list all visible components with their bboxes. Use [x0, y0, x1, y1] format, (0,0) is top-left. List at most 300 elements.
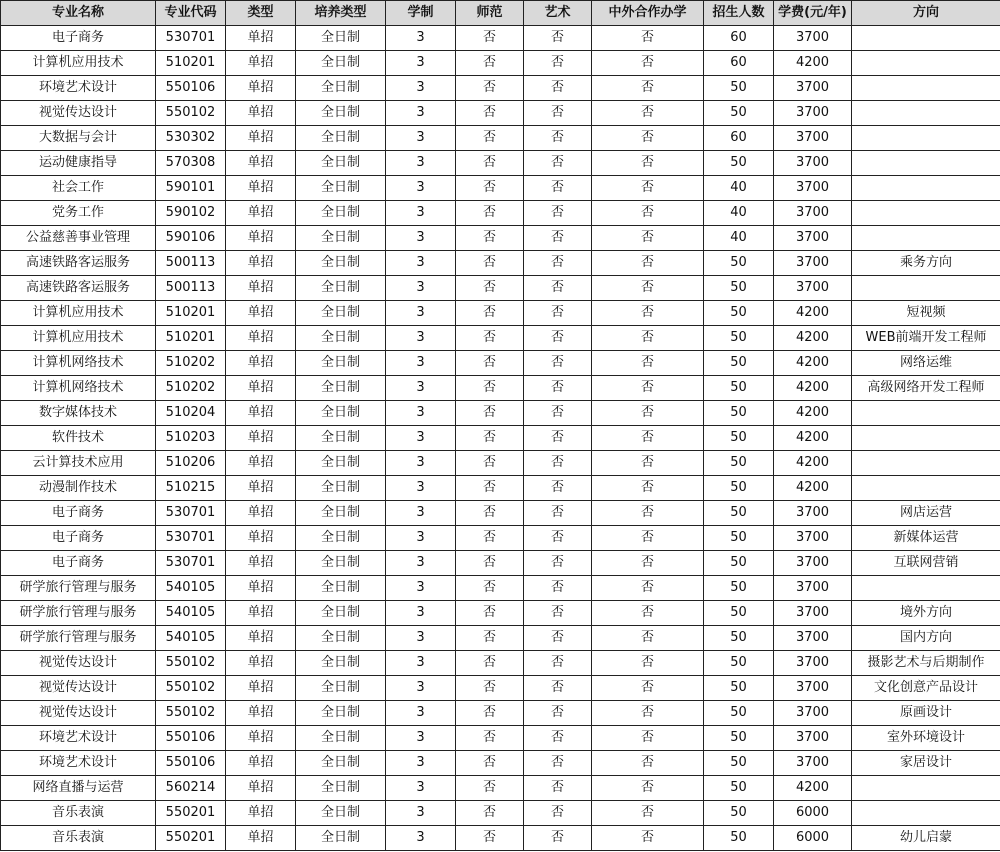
cell-major-code: 510201: [156, 301, 226, 326]
cell-art: 否: [524, 751, 592, 776]
cell-duration: 3: [386, 776, 456, 801]
cell-art: 否: [524, 251, 592, 276]
cell-normal-school: 否: [456, 251, 524, 276]
cell-duration: 3: [386, 626, 456, 651]
cell-major-code: 530701: [156, 26, 226, 51]
cell-major-code: 540105: [156, 626, 226, 651]
cell-type: 单招: [226, 551, 296, 576]
cell-training-type: 全日制: [296, 726, 386, 751]
cell-major-name: 音乐表演: [1, 826, 156, 851]
cell-joint-program: 否: [592, 551, 704, 576]
cell-type: 单招: [226, 826, 296, 851]
cell-joint-program: 否: [592, 51, 704, 76]
cell-enrollment: 50: [704, 801, 774, 826]
cell-normal-school: 否: [456, 326, 524, 351]
cell-major-name: 计算机应用技术: [1, 301, 156, 326]
cell-tuition: 3700: [774, 201, 852, 226]
cell-art: 否: [524, 676, 592, 701]
cell-training-type: 全日制: [296, 101, 386, 126]
cell-joint-program: 否: [592, 351, 704, 376]
table-row: [1, 251, 1000, 276]
cell-art: 否: [524, 426, 592, 451]
cell-duration: 3: [386, 201, 456, 226]
cell-tuition: 3700: [774, 176, 852, 201]
cell-direction: 家居设计: [852, 751, 1000, 776]
cell-type: 单招: [226, 651, 296, 676]
cell-direction: 境外方向: [852, 601, 1000, 626]
cell-tuition: 3700: [774, 676, 852, 701]
table-row: [1, 651, 1000, 676]
cell-major-name: 高速铁路客运服务: [1, 276, 156, 301]
cell-joint-program: 否: [592, 726, 704, 751]
cell-joint-program: 否: [592, 626, 704, 651]
cell-joint-program: 否: [592, 701, 704, 726]
cell-training-type: 全日制: [296, 226, 386, 251]
cell-major-name: 大数据与会计: [1, 126, 156, 151]
cell-duration: 3: [386, 176, 456, 201]
table-row: [1, 201, 1000, 226]
cell-direction: 国内方向: [852, 626, 1000, 651]
column-header-duration: 学制: [386, 1, 456, 26]
cell-type: 单招: [226, 26, 296, 51]
cell-normal-school: 否: [456, 501, 524, 526]
cell-major-name: 云计算技术应用: [1, 451, 156, 476]
cell-type: 单招: [226, 601, 296, 626]
cell-tuition: 4200: [774, 451, 852, 476]
cell-enrollment: 50: [704, 351, 774, 376]
cell-type: 单招: [226, 451, 296, 476]
cell-major-name: 视觉传达设计: [1, 676, 156, 701]
cell-duration: 3: [386, 401, 456, 426]
cell-enrollment: 50: [704, 626, 774, 651]
cell-tuition: 4200: [774, 376, 852, 401]
cell-training-type: 全日制: [296, 601, 386, 626]
cell-type: 单招: [226, 726, 296, 751]
cell-type: 单招: [226, 251, 296, 276]
cell-art: 否: [524, 51, 592, 76]
cell-art: 否: [524, 126, 592, 151]
cell-normal-school: 否: [456, 76, 524, 101]
cell-normal-school: 否: [456, 376, 524, 401]
cell-enrollment: 50: [704, 526, 774, 551]
cell-art: 否: [524, 551, 592, 576]
cell-direction: 网络运维: [852, 351, 1000, 376]
cell-training-type: 全日制: [296, 776, 386, 801]
column-header-normal-school: 师范: [456, 1, 524, 26]
cell-duration: 3: [386, 826, 456, 851]
cell-major-name: 软件技术: [1, 426, 156, 451]
cell-training-type: 全日制: [296, 476, 386, 501]
cell-joint-program: 否: [592, 26, 704, 51]
cell-joint-program: 否: [592, 201, 704, 226]
cell-direction: 网店运营: [852, 501, 1000, 526]
cell-major-code: 540105: [156, 601, 226, 626]
cell-major-code: 550106: [156, 726, 226, 751]
cell-enrollment: 50: [704, 326, 774, 351]
cell-direction: 文化创意产品设计: [852, 676, 1000, 701]
cell-major-name: 电子商务: [1, 551, 156, 576]
cell-tuition: 4200: [774, 426, 852, 451]
cell-training-type: 全日制: [296, 626, 386, 651]
cell-major-code: 500113: [156, 251, 226, 276]
cell-normal-school: 否: [456, 151, 524, 176]
cell-major-code: 550201: [156, 826, 226, 851]
cell-normal-school: 否: [456, 101, 524, 126]
cell-major-code: 590102: [156, 201, 226, 226]
cell-major-name: 数字媒体技术: [1, 401, 156, 426]
cell-enrollment: 50: [704, 401, 774, 426]
cell-joint-program: 否: [592, 526, 704, 551]
cell-art: 否: [524, 451, 592, 476]
cell-enrollment: 50: [704, 426, 774, 451]
cell-training-type: 全日制: [296, 76, 386, 101]
cell-art: 否: [524, 701, 592, 726]
cell-major-name: 环境艺术设计: [1, 726, 156, 751]
cell-direction: [852, 26, 1000, 51]
cell-major-name: 研学旅行管理与服务: [1, 576, 156, 601]
cell-normal-school: 否: [456, 201, 524, 226]
cell-type: 单招: [226, 276, 296, 301]
cell-major-code: 550201: [156, 801, 226, 826]
cell-tuition: 3700: [774, 601, 852, 626]
cell-tuition: 4200: [774, 476, 852, 501]
cell-major-name: 运动健康指导: [1, 151, 156, 176]
cell-training-type: 全日制: [296, 751, 386, 776]
cell-joint-program: 否: [592, 801, 704, 826]
cell-normal-school: 否: [456, 451, 524, 476]
cell-tuition: 3700: [774, 501, 852, 526]
table-row: [1, 526, 1000, 551]
cell-art: 否: [524, 226, 592, 251]
cell-duration: 3: [386, 651, 456, 676]
cell-direction: 高级网络开发工程师: [852, 376, 1000, 401]
cell-direction: [852, 401, 1000, 426]
cell-major-name: 动漫制作技术: [1, 476, 156, 501]
cell-joint-program: 否: [592, 301, 704, 326]
cell-type: 单招: [226, 351, 296, 376]
cell-major-code: 510204: [156, 401, 226, 426]
cell-training-type: 全日制: [296, 826, 386, 851]
cell-tuition: 3700: [774, 126, 852, 151]
cell-joint-program: 否: [592, 751, 704, 776]
table-row: [1, 576, 1000, 601]
cell-normal-school: 否: [456, 226, 524, 251]
cell-art: 否: [524, 151, 592, 176]
cell-training-type: 全日制: [296, 126, 386, 151]
column-header-enrollment: 招生人数: [704, 1, 774, 26]
cell-art: 否: [524, 76, 592, 101]
cell-tuition: 4200: [774, 301, 852, 326]
cell-type: 单招: [226, 151, 296, 176]
cell-joint-program: 否: [592, 826, 704, 851]
cell-major-name: 计算机网络技术: [1, 351, 156, 376]
cell-type: 单招: [226, 76, 296, 101]
cell-training-type: 全日制: [296, 451, 386, 476]
cell-tuition: 3700: [774, 701, 852, 726]
cell-art: 否: [524, 376, 592, 401]
cell-direction: [852, 101, 1000, 126]
cell-enrollment: 40: [704, 226, 774, 251]
cell-tuition: 4200: [774, 776, 852, 801]
cell-duration: 3: [386, 301, 456, 326]
cell-major-name: 电子商务: [1, 526, 156, 551]
cell-tuition: 3700: [774, 551, 852, 576]
cell-art: 否: [524, 276, 592, 301]
cell-direction: [852, 201, 1000, 226]
cell-enrollment: 50: [704, 776, 774, 801]
table-row: [1, 426, 1000, 451]
cell-enrollment: 50: [704, 751, 774, 776]
cell-normal-school: 否: [456, 651, 524, 676]
cell-training-type: 全日制: [296, 51, 386, 76]
cell-normal-school: 否: [456, 26, 524, 51]
cell-joint-program: 否: [592, 176, 704, 201]
cell-art: 否: [524, 601, 592, 626]
cell-type: 单招: [226, 576, 296, 601]
cell-direction: [852, 476, 1000, 501]
cell-training-type: 全日制: [296, 201, 386, 226]
cell-type: 单招: [226, 101, 296, 126]
cell-enrollment: 50: [704, 651, 774, 676]
cell-normal-school: 否: [456, 701, 524, 726]
cell-direction: [852, 51, 1000, 76]
cell-tuition: 3700: [774, 26, 852, 51]
table-row: [1, 76, 1000, 101]
cell-tuition: 3700: [774, 726, 852, 751]
cell-type: 单招: [226, 176, 296, 201]
cell-joint-program: 否: [592, 126, 704, 151]
cell-normal-school: 否: [456, 751, 524, 776]
cell-training-type: 全日制: [296, 176, 386, 201]
cell-art: 否: [524, 776, 592, 801]
table-row: [1, 151, 1000, 176]
column-header-major-code: 专业代码: [156, 1, 226, 26]
cell-tuition: 4200: [774, 326, 852, 351]
cell-major-name: 电子商务: [1, 26, 156, 51]
cell-training-type: 全日制: [296, 551, 386, 576]
cell-duration: 3: [386, 676, 456, 701]
cell-tuition: 6000: [774, 826, 852, 851]
cell-enrollment: 40: [704, 201, 774, 226]
cell-direction: [852, 426, 1000, 451]
cell-major-code: 510215: [156, 476, 226, 501]
table-row: [1, 351, 1000, 376]
table-row: [1, 226, 1000, 251]
cell-type: 单招: [226, 676, 296, 701]
cell-duration: 3: [386, 276, 456, 301]
cell-type: 单招: [226, 326, 296, 351]
cell-enrollment: 50: [704, 451, 774, 476]
cell-tuition: 3700: [774, 751, 852, 776]
cell-type: 单招: [226, 426, 296, 451]
cell-tuition: 4200: [774, 51, 852, 76]
cell-tuition: 3700: [774, 626, 852, 651]
cell-major-code: 530701: [156, 526, 226, 551]
cell-art: 否: [524, 201, 592, 226]
cell-type: 单招: [226, 776, 296, 801]
cell-tuition: 3700: [774, 576, 852, 601]
cell-duration: 3: [386, 476, 456, 501]
cell-art: 否: [524, 651, 592, 676]
cell-duration: 3: [386, 751, 456, 776]
cell-normal-school: 否: [456, 826, 524, 851]
cell-type: 单招: [226, 51, 296, 76]
cell-joint-program: 否: [592, 276, 704, 301]
cell-art: 否: [524, 826, 592, 851]
table-row: [1, 376, 1000, 401]
cell-major-name: 高速铁路客运服务: [1, 251, 156, 276]
column-header-joint-program: 中外合作办学: [592, 1, 704, 26]
cell-enrollment: 50: [704, 301, 774, 326]
cell-duration: 3: [386, 226, 456, 251]
cell-duration: 3: [386, 551, 456, 576]
cell-enrollment: 50: [704, 276, 774, 301]
cell-training-type: 全日制: [296, 326, 386, 351]
cell-tuition: 3700: [774, 526, 852, 551]
cell-major-code: 590101: [156, 176, 226, 201]
table-row: [1, 676, 1000, 701]
cell-direction: WEB前端开发工程师: [852, 326, 1000, 351]
cell-type: 单招: [226, 301, 296, 326]
cell-tuition: 3700: [774, 251, 852, 276]
cell-art: 否: [524, 476, 592, 501]
cell-tuition: 3700: [774, 151, 852, 176]
cell-art: 否: [524, 626, 592, 651]
cell-normal-school: 否: [456, 576, 524, 601]
cell-enrollment: 50: [704, 76, 774, 101]
cell-enrollment: 50: [704, 726, 774, 751]
cell-type: 单招: [226, 201, 296, 226]
cell-training-type: 全日制: [296, 526, 386, 551]
cell-duration: 3: [386, 326, 456, 351]
cell-major-name: 视觉传达设计: [1, 651, 156, 676]
cell-major-name: 计算机网络技术: [1, 376, 156, 401]
cell-training-type: 全日制: [296, 501, 386, 526]
cell-major-code: 550102: [156, 651, 226, 676]
cell-type: 单招: [226, 376, 296, 401]
cell-duration: 3: [386, 76, 456, 101]
cell-enrollment: 40: [704, 176, 774, 201]
cell-type: 单招: [226, 501, 296, 526]
column-header-direction: 方向: [852, 1, 1000, 26]
cell-major-name: 社会工作: [1, 176, 156, 201]
cell-direction: [852, 176, 1000, 201]
cell-art: 否: [524, 301, 592, 326]
cell-duration: 3: [386, 451, 456, 476]
cell-art: 否: [524, 401, 592, 426]
cell-direction: 室外环境设计: [852, 726, 1000, 751]
cell-duration: 3: [386, 701, 456, 726]
cell-joint-program: 否: [592, 776, 704, 801]
cell-normal-school: 否: [456, 276, 524, 301]
cell-tuition: 3700: [774, 226, 852, 251]
cell-joint-program: 否: [592, 151, 704, 176]
cell-major-code: 530701: [156, 501, 226, 526]
cell-joint-program: 否: [592, 501, 704, 526]
table-row: [1, 776, 1000, 801]
cell-enrollment: 50: [704, 826, 774, 851]
cell-major-code: 510206: [156, 451, 226, 476]
table-row: [1, 176, 1000, 201]
table-row: [1, 601, 1000, 626]
cell-art: 否: [524, 351, 592, 376]
cell-type: 单招: [226, 401, 296, 426]
cell-major-name: 环境艺术设计: [1, 76, 156, 101]
cell-type: 单招: [226, 526, 296, 551]
cell-training-type: 全日制: [296, 351, 386, 376]
cell-training-type: 全日制: [296, 801, 386, 826]
cell-enrollment: 50: [704, 376, 774, 401]
cell-joint-program: 否: [592, 576, 704, 601]
cell-major-code: 510201: [156, 51, 226, 76]
table-row: [1, 276, 1000, 301]
cell-duration: 3: [386, 726, 456, 751]
cell-major-code: 530701: [156, 551, 226, 576]
cell-duration: 3: [386, 51, 456, 76]
table-header: [1, 1, 1000, 26]
cell-normal-school: 否: [456, 626, 524, 651]
cell-duration: 3: [386, 101, 456, 126]
cell-art: 否: [524, 26, 592, 51]
cell-major-code: 560214: [156, 776, 226, 801]
table-row: [1, 101, 1000, 126]
cell-major-code: 510202: [156, 351, 226, 376]
cell-type: 单招: [226, 751, 296, 776]
cell-direction: [852, 776, 1000, 801]
cell-normal-school: 否: [456, 176, 524, 201]
cell-major-name: 网络直播与运营: [1, 776, 156, 801]
table-row: [1, 501, 1000, 526]
cell-enrollment: 50: [704, 601, 774, 626]
cell-direction: 互联网营销: [852, 551, 1000, 576]
cell-art: 否: [524, 726, 592, 751]
column-header-major-name: 专业名称: [1, 1, 156, 26]
cell-art: 否: [524, 176, 592, 201]
cell-normal-school: 否: [456, 551, 524, 576]
cell-duration: 3: [386, 576, 456, 601]
cell-normal-school: 否: [456, 476, 524, 501]
cell-major-name: 环境艺术设计: [1, 751, 156, 776]
cell-type: 单招: [226, 226, 296, 251]
table-row: [1, 751, 1000, 776]
table-row: [1, 126, 1000, 151]
cell-enrollment: 50: [704, 101, 774, 126]
cell-enrollment: 50: [704, 251, 774, 276]
table-row: [1, 401, 1000, 426]
table-row: [1, 826, 1000, 851]
cell-art: 否: [524, 326, 592, 351]
cell-direction: [852, 276, 1000, 301]
cell-duration: 3: [386, 426, 456, 451]
cell-direction: [852, 576, 1000, 601]
cell-major-code: 550102: [156, 701, 226, 726]
column-header-training-type: 培养类型: [296, 1, 386, 26]
cell-tuition: 3700: [774, 76, 852, 101]
cell-normal-school: 否: [456, 51, 524, 76]
column-header-tuition: 学费(元/年): [774, 1, 852, 26]
cell-art: 否: [524, 101, 592, 126]
cell-enrollment: 60: [704, 126, 774, 151]
cell-major-code: 500113: [156, 276, 226, 301]
cell-major-name: 计算机应用技术: [1, 326, 156, 351]
cell-direction: [852, 801, 1000, 826]
cell-type: 单招: [226, 126, 296, 151]
cell-joint-program: 否: [592, 376, 704, 401]
cell-duration: 3: [386, 601, 456, 626]
cell-major-code: 550102: [156, 676, 226, 701]
cell-normal-school: 否: [456, 676, 524, 701]
cell-joint-program: 否: [592, 226, 704, 251]
